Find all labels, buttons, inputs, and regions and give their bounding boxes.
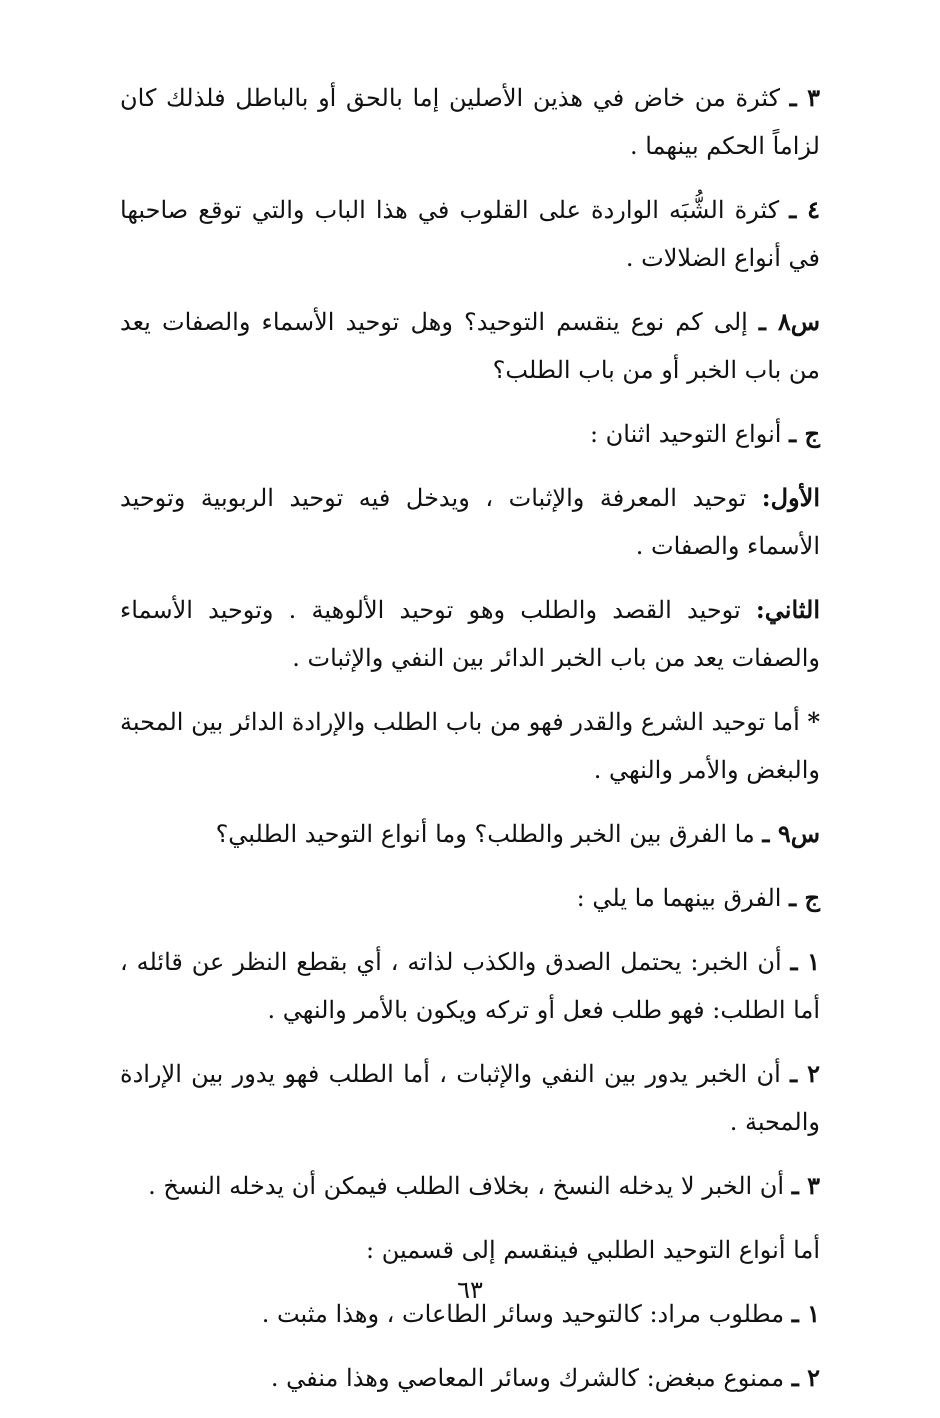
paragraph-text: توحيد المعرفة والإثبات ، ويدخل فيه توحيد الربوبية وتوحيد الأسماء والصفات . [120,484,820,560]
answer-label: ج ـ [789,419,820,448]
paragraph-label: ١ ـ [790,947,821,976]
question-label: س٩ ـ [762,819,820,848]
paragraph-label: ٢ ـ [790,1059,821,1088]
paragraph-text: أما أنواع التوحيد الطلبي فينقسم إلى قسمين : [366,1236,820,1264]
paragraph-note [120,698,820,794]
paragraph-text: كثرة من خاض في هذين الأصلين إما بالحق أو بالباطل فلذلك كان لزاماً الحكم بينهما . [120,84,820,160]
paragraph-point-4 [120,186,820,282]
answer-9 [120,874,820,922]
paragraph-text: أن الخبر: يحتمل الصدق والكذب لذاته ، أي بقطع النظر عن قائله ، أما الطلب: فهو طلب فعل أو تركه ويكون بالأمر والنهي . [120,948,820,1024]
paragraph-label: الثاني: [755,595,820,624]
question-9 [120,810,820,858]
paragraph-first-type [120,474,820,570]
page-number: ٦٣ [457,1276,483,1304]
paragraph-label: ٢ ـ [791,1363,820,1392]
difference-point-3 [120,1162,820,1210]
paragraph-text: مطلوب مراد: كالتوحيد وسائر الطاعات ، وهذا مثبت . [261,1300,792,1328]
note-star-icon: * [807,707,820,736]
answer-text: الفرق بينهما ما يلي : [576,884,790,912]
question-text: إلى كم نوع ينقسم التوحيد؟ وهل توحيد الأسماء والصفات يعد من باب الخبر أو من باب الطلب؟ [120,308,820,384]
difference-point-2 [120,1050,820,1146]
types-intro [120,1226,820,1274]
paragraph-text: كثرة الشُّبَه الواردة على القلوب في هذا الباب والتي توقع صاحبها في أنواع الضلالات . [120,196,820,272]
paragraph-text: أما توحيد الشرع والقدر فهو من باب الطلب والإرادة الدائر بين المحبة والبغض والأمر والنهي . [120,708,820,784]
body-text [120,74,820,1418]
paragraph-second-type [120,586,820,682]
question-text: ما الفرق بين الخبر والطلب؟ وما أنواع التوحيد الطلبي؟ [215,820,763,848]
paragraph-label: ٣ ـ [789,83,820,112]
paragraph-label: الأول: [761,483,820,512]
paragraph-label: ٤ ـ [789,195,820,224]
paragraph-text: توحيد القصد والطلب وهو توحيد الألوهية . وتوحيد الأسماء والصفات يعد من باب الخبر الدائر بين النفي والإثبات . [120,596,820,672]
paragraph-text: أن الخبر لا يدخله النسخ ، بخلاف الطلب فيمكن أن يدخله النسخ . [148,1172,792,1200]
paragraph-point-3 [120,74,820,170]
answer-text: أنواع التوحيد اثنان : [589,420,790,448]
paragraph-label: ١ ـ [791,1299,820,1328]
paragraph-label: ٣ ـ [791,1171,820,1200]
paragraph-text: ممنوع مبغض: كالشرك وسائر المعاصي وهذا منفي . [270,1364,792,1392]
question-label: س٨ ـ [758,307,820,336]
answer-label: ج ـ [789,883,820,912]
paragraph-text: أن الخبر يدور بين النفي والإثبات ، أما الطلب فهو يدور بين الإرادة والمحبة . [120,1060,820,1136]
answer-8 [120,410,820,458]
type-point-2 [120,1354,820,1402]
difference-point-1 [120,938,820,1034]
question-8 [120,298,820,394]
